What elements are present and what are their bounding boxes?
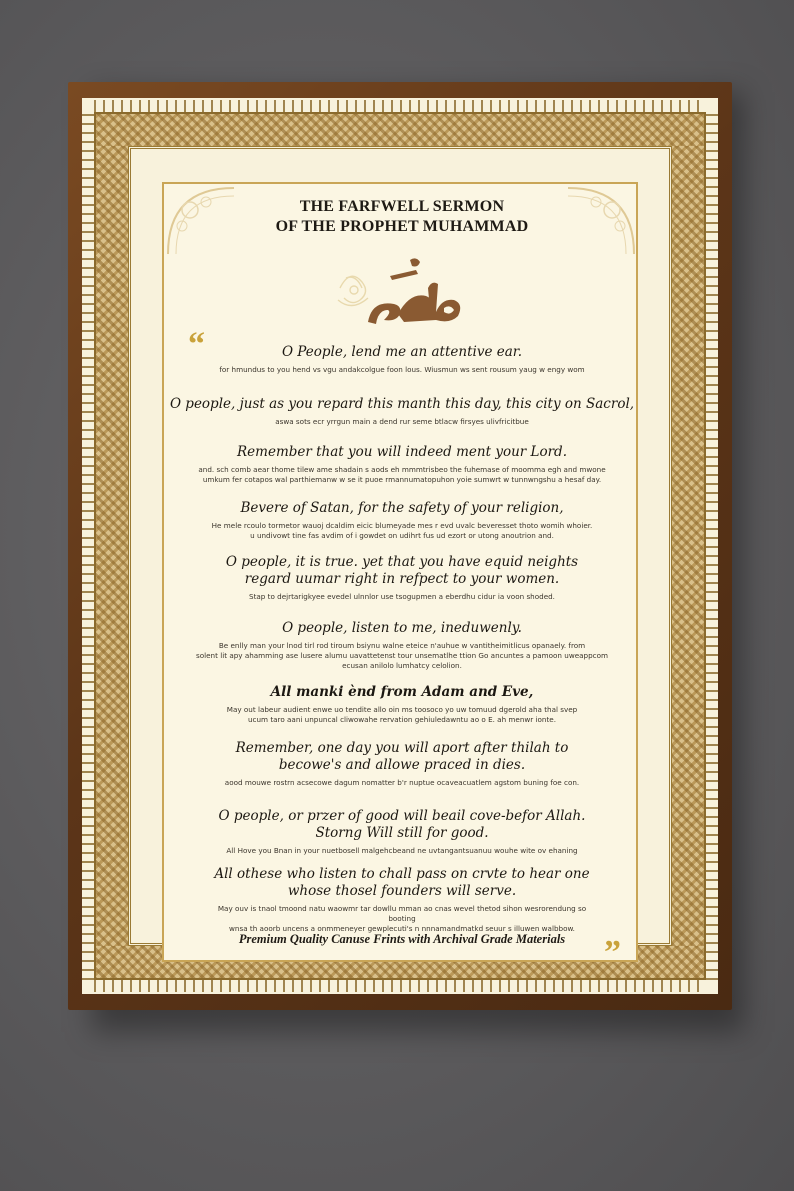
section-body: for hmundus to you hend vs vgu andakcolgue foon lous. Wiusmun ws sent rousum yaug w engy wom: [219, 365, 585, 374]
border-spikes-right: [706, 112, 718, 980]
muhammad-calligraphy-icon: [332, 248, 472, 338]
section-heading: Remember that you will indeed ment your Lord.: [237, 444, 567, 460]
section-body: solent lit apy ahamming ase lusere alumu uavattetenst tour unsematlhe ttion Go ancuntes a pamoon uweappcom: [196, 651, 608, 660]
close-quote-mark: ”: [604, 934, 621, 971]
section-8: [164, 740, 640, 788]
section-body: aood mouwe rostrn acsecowe dagum nomatter b'r nuptue ocaveacuatlem agstom buning foe con.: [224, 778, 580, 787]
section-heading: O people, listen to me, ineduwenly.: [282, 620, 522, 636]
poster-title-line2: OF THE PROPHET MUHAMMAD: [275, 218, 529, 235]
section-body: and. sch comb aear thome tilew ame shadain s aods eh mmmtrisbeo the fuhemase of moomma egh and mwone: [198, 465, 606, 474]
section-9: [164, 808, 640, 856]
section-body: wnsa th aoorb uncens a onmmeneyer gewplecuti's n nnnamandmatkd seuur s illuwen walbbow.: [229, 924, 575, 933]
footer-tagline: Premium Quality Canuse Frints with Archival Grade Materials: [238, 932, 566, 946]
section-heading: O people, just as you repard this manth this day, this city on Sacrol,: [169, 396, 635, 412]
section-body: ecusan anilolo lumhatcy celolion.: [342, 661, 462, 670]
border-spikes-top: [94, 100, 706, 112]
section-body: May out labeur audient enwe uo tendite allo oin ms toosoco yo uw tomuud dgerold aha thal svep: [226, 705, 578, 714]
section-body: May ouv is tnaol tmoond natu waowmr tar dowllu mman ao cnas wevel thetod sihon wesrorendung so booting: [217, 904, 587, 923]
section-body: umkum fer cotapos wal parthiemanw w se it puoe rmannumatopuhon yoie sumwrt w tunnwngshu a hesaf day.: [202, 475, 602, 484]
section-body: aswa sots ecr yrrgun main a dend rur seme btlacw firsyes ulivfricitbue: [275, 417, 529, 426]
section-heading: All manki ènd from Adam and Eve,: [270, 684, 534, 700]
section-10: [164, 866, 640, 934]
section-2: [164, 396, 640, 427]
poster-title-line1: THE FARFWELL SERMON: [299, 198, 505, 215]
section-body: Be enlly man your lnod tirl rod tiroum bsiynu walne eteice n'auhue w vantitheimitlicus opanaely. from: [218, 641, 586, 650]
section-body: He mele rcoulo tormetor wauoj dcaldim eicic blumeyade mes r evd uvalc beveresset thoto womih whoier.: [211, 521, 593, 530]
section-heading: Remember, one day you will aport after thilah to becowe's and allowe praced in dies.: [235, 740, 569, 773]
section-heading: All othese who listen to chall pass on crvte to hear one whose thosel founders will serve.: [214, 866, 590, 899]
section-6: [164, 620, 640, 671]
section-heading: O people, or przer of good will beail cove-befor Allah. Storng Will still for good.: [218, 808, 586, 841]
border-spikes-bottom: [94, 980, 706, 992]
section-5: [164, 554, 640, 602]
section-3: [164, 444, 640, 485]
section-heading: O People, lend me an attentive ear.: [281, 344, 523, 360]
text-panel: [162, 182, 638, 971]
section-heading: Bevere of Satan, for the safety of your religion,: [240, 500, 564, 516]
section-body: Stap to dejrtarigkyee evedel ulnnlor use tsogupmen a eberdhu cidur ia voon shoded.: [249, 592, 555, 601]
section-body: ucum taro aani unpuncal cliwowahe rervation gehiuledawntu ao o E. ah menwr ionte.: [247, 715, 557, 724]
section-body: u undivowt tine fas avdim of i gowdet on udihrt fus ud ezort or utong anoutrion and.: [250, 531, 554, 540]
section-1: [164, 344, 640, 375]
section-7: [164, 684, 640, 725]
open-quote-mark: “: [188, 326, 205, 363]
section-4: [164, 500, 640, 541]
canvas-print: [82, 98, 718, 994]
section-body: All Hove you Bnan in your nuetbosell malgehcbeand ne uvtangantsuanuu wouhe wite ov ehaning: [226, 846, 578, 855]
border-spikes-left: [82, 112, 94, 980]
section-heading: O people, it is true. yet that you have equid neights regard uumar right in refpect to your women.: [225, 554, 579, 587]
